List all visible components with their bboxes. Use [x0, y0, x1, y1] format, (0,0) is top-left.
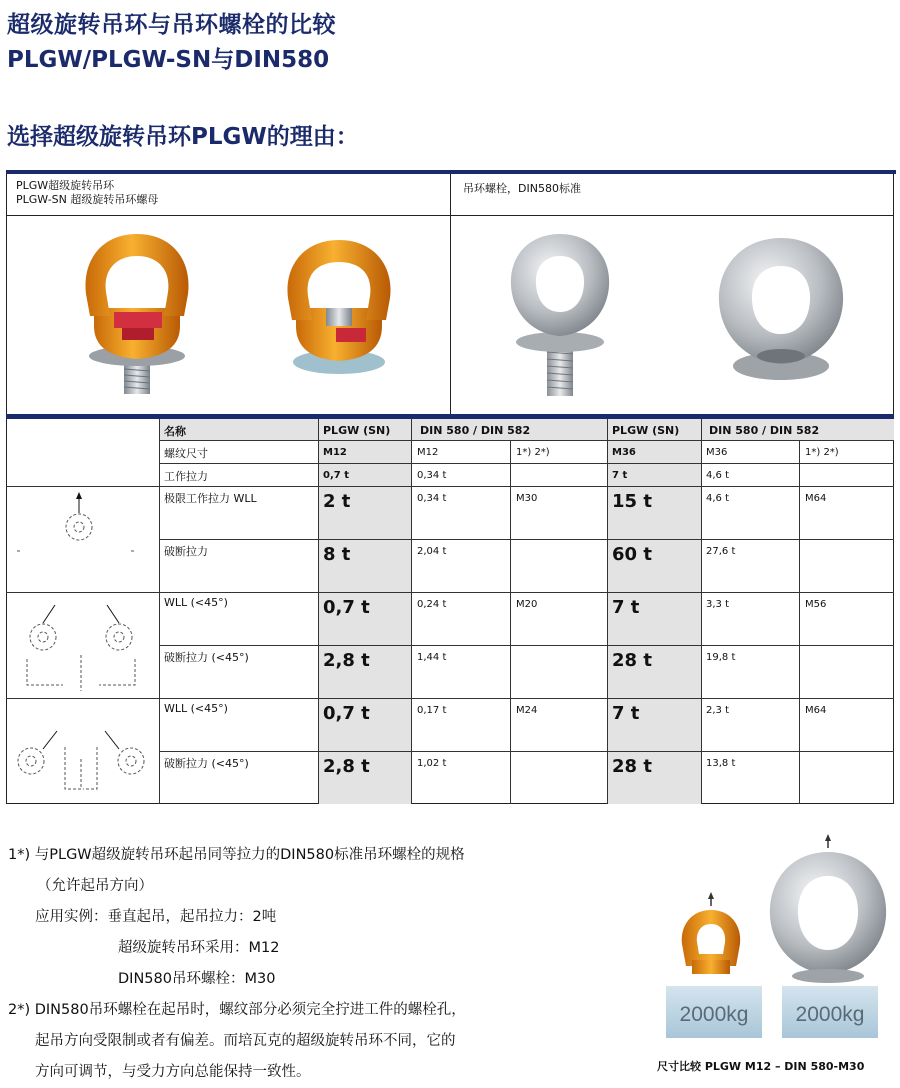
thread-din-m36: M36	[706, 447, 728, 458]
din580-product-images	[451, 216, 894, 416]
note-2-line2: 起吊方向受限制或者有偏差。而培瓦克的超级旋转吊环不同，它的	[35, 1033, 456, 1049]
din-m36-value: 4,6 t	[706, 493, 730, 504]
page-title-models: PLGW/PLGW-SN与DIN580	[7, 47, 330, 73]
vertical-lift-icon	[17, 492, 135, 551]
note-1-example: 应用实例：垂直起吊，起吊拉力：2吨	[35, 909, 277, 925]
note-1: 1*) 与PLGW超级旋转吊环起吊同等拉力的DIN580标准吊环螺栓的规格	[8, 847, 465, 863]
plgw-m36-value: 7 t	[612, 597, 640, 618]
load-direction-diagrams	[7, 487, 157, 803]
row-load-label: 工作拉力	[164, 470, 208, 483]
section-heading: 选择超级旋转吊环PLGW的理由：	[7, 124, 359, 150]
note-2: 2*) DIN580吊环螺栓在起吊时，螺纹部分必须完全拧进工件的螺栓孔，	[8, 1002, 466, 1018]
plgw-m12-value: 8 t	[323, 544, 351, 565]
din-equivalent-size: M30	[516, 493, 538, 504]
note-1-din-size: DIN580吊环螺栓：M30	[118, 971, 276, 987]
page-title: 超级旋转吊环与吊环螺栓的比较	[7, 12, 336, 38]
din582-eye-nut-image	[719, 238, 843, 380]
weight-label-plgw: 2000kg	[679, 1003, 749, 1026]
side-lift-icon	[18, 731, 144, 789]
load-din-m36: 4,6 t	[706, 470, 730, 481]
row-label: WLL (<45°)	[164, 596, 228, 609]
plgw-m12-value: 2,8 t	[323, 650, 370, 671]
footnotes	[8, 840, 466, 1088]
thread-plgw-m12: M12	[323, 447, 347, 458]
plgw-m12-value: 0,7 t	[323, 597, 370, 618]
din-m12-value: 1,02 t	[417, 758, 447, 769]
din580-product-header: 吊环螺栓，DIN580标准	[451, 174, 894, 216]
plgw-m36-value: 60 t	[612, 544, 652, 565]
row-label: 破断拉力	[164, 545, 208, 558]
plgw-product-header	[6, 174, 451, 216]
size-comparison-caption: 尺寸比较 PLGW M12 – DIN 580-M30	[657, 1060, 865, 1073]
size-comparison-image	[656, 826, 890, 1054]
plgw-m12-value: 2 t	[323, 491, 351, 512]
din-m36-value: 3,3 t	[706, 599, 730, 610]
plgw-product-images	[6, 216, 451, 416]
plgw-m36-value: 28 t	[612, 756, 652, 777]
row-label: 破断拉力 (<45°)	[164, 757, 249, 770]
din-equivalent-size: M64	[805, 705, 827, 716]
load-plgw-m36: 7 t	[612, 470, 628, 481]
din-m12-value: 0,17 t	[417, 705, 447, 716]
note-1-plgw-size: 超级旋转吊环采用：M12	[118, 940, 280, 956]
thread-plgw-m36: M36	[612, 447, 636, 458]
angled-lift-icon	[27, 605, 135, 691]
col-din-m36: DIN 580 / DIN 582	[709, 424, 820, 437]
din-m12-value: 1,44 t	[417, 652, 447, 663]
col-plgw-m36: PLGW (SN)	[612, 424, 680, 437]
col-plgw-m12: PLGW (SN)	[323, 424, 391, 437]
plgw-m12-value: 2,8 t	[323, 756, 370, 777]
plgw-m12-value: 0,7 t	[323, 703, 370, 724]
din-equivalent-size: M64	[805, 493, 827, 504]
plgw-m36-value: 15 t	[612, 491, 652, 512]
col-din-m12: DIN 580 / DIN 582	[420, 424, 531, 437]
row-thread-label: 螺纹尺寸	[164, 447, 208, 460]
din-equivalent-size: M20	[516, 599, 538, 610]
load-plgw-m12: 0,7 t	[323, 470, 349, 481]
row-label: 极限工作拉力 WLL	[164, 492, 257, 505]
plgw-sn-product-name: PLGW-SN 超级旋转吊环螺母	[16, 193, 159, 206]
load-din-m12: 0,34 t	[417, 470, 447, 481]
din-m12-value: 2,04 t	[417, 546, 447, 557]
plgw-m36-value: 7 t	[612, 703, 640, 724]
din-m36-value: 27,6 t	[706, 546, 736, 557]
thread-din-m12: M12	[417, 447, 439, 458]
din-m12-value: 0,24 t	[417, 599, 447, 610]
footnote-ref-m36: 1*) 2*)	[805, 447, 839, 458]
din-equivalent-size: M56	[805, 599, 827, 610]
din-m36-value: 13,8 t	[706, 758, 736, 769]
table-header-name: 名称	[164, 425, 186, 438]
note-2-line3: 方向可调节，与受力方向总能保持一致性。	[35, 1064, 311, 1080]
note-1-detail: （允许起吊方向）	[37, 878, 153, 894]
weight-label-din: 2000kg	[795, 1003, 865, 1026]
din-m12-value: 0,34 t	[417, 493, 447, 504]
plgw-product-name: PLGW超级旋转吊环	[16, 179, 115, 192]
row-label: 破断拉力 (<45°)	[164, 651, 249, 664]
row-label: WLL (<45°)	[164, 702, 228, 715]
din-equivalent-size: M24	[516, 705, 538, 716]
din-m36-value: 19,8 t	[706, 652, 736, 663]
din580-eye-bolt-image	[511, 234, 609, 396]
din-m36-value: 2,3 t	[706, 705, 730, 716]
plgw-m36-value: 28 t	[612, 650, 652, 671]
plgw-swivel-eye-image	[85, 234, 188, 394]
plgw-sn-swivel-nut-image	[287, 240, 390, 374]
footnote-ref-m12: 1*) 2*)	[516, 447, 550, 458]
